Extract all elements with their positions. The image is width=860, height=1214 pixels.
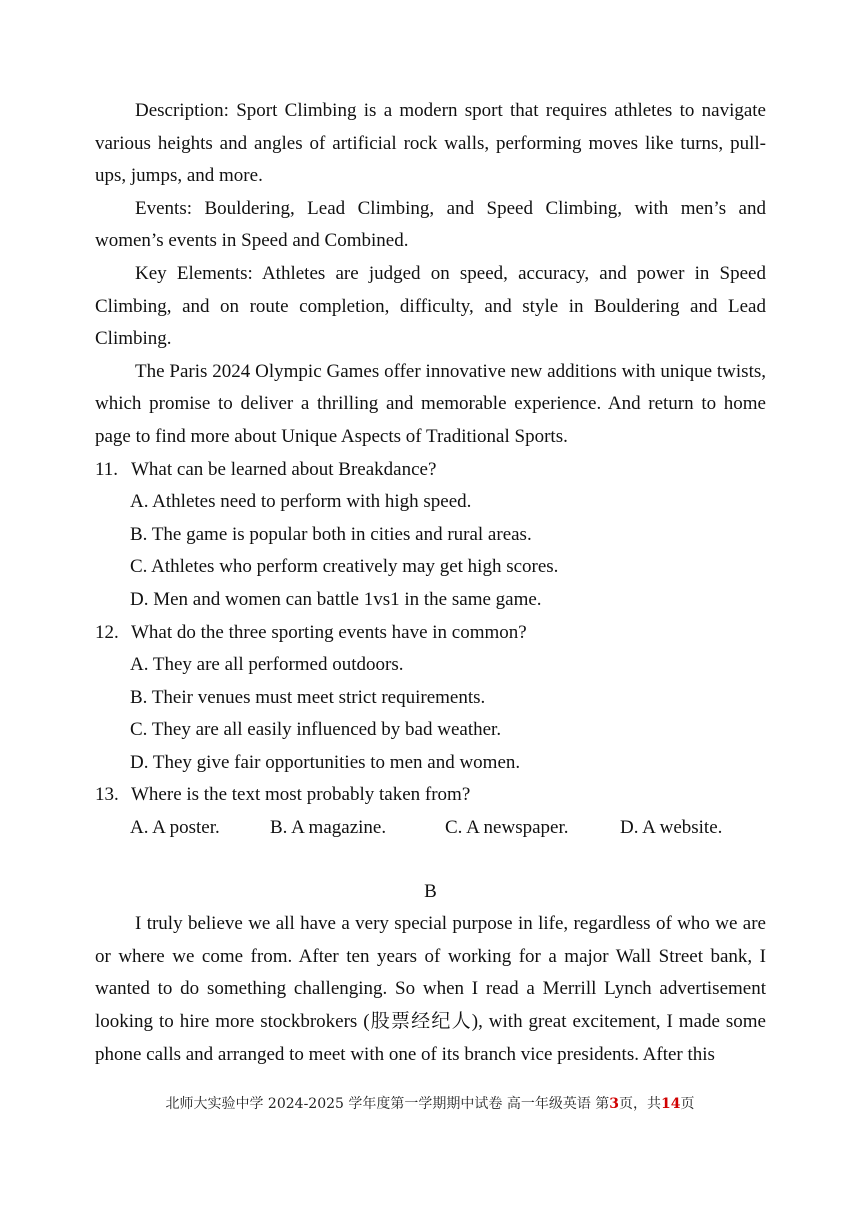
option-d: D. Men and women can battle 1vs1 in the same game.	[130, 588, 542, 610]
option-c: C. A newspaper.	[445, 817, 569, 839]
question-13	[95, 779, 766, 844]
option-b: B. The game is popular both in cities and rural areas.	[130, 523, 532, 545]
footer-page-suffix: 页	[680, 1096, 695, 1112]
footer-page-current: 3	[609, 1096, 620, 1112]
option-a: A. A poster.	[130, 817, 220, 839]
question-11	[95, 454, 766, 617]
options-row	[130, 812, 766, 845]
footer-page-mid: 页，共	[619, 1096, 662, 1112]
section-heading: B	[424, 880, 437, 902]
passage-key-elements: Key Elements: Athletes are judged on speed, accuracy, and power in Speed Climbing, and on route completion, difficulty, and style in Bouldering and Lead Climbing.	[95, 262, 766, 350]
passage-events: Events: Bouldering, Lead Climbing, and Speed Climbing, with men’s and women’s events in Speed and Combined.	[95, 197, 766, 252]
option-a: A. Athletes need to perform with high speed.	[130, 491, 472, 513]
option-d: D. A website.	[620, 817, 723, 839]
question-12	[95, 617, 766, 780]
passage-closing: The Paris 2024 Olympic Games offer innovative new additions with unique twists, which promise to deliver a thrilling and memorable experience. And return to home page to find more about Unique Aspects of Traditional Sports.	[95, 360, 766, 447]
question-number: 12.	[95, 621, 119, 643]
footer-page-total: 14	[661, 1096, 681, 1112]
passage-description: Description: Sport Climbing is a modern sport that requires athletes to navigate various heights and angles of artificial rock walls, performing moves like turns, pull-ups, jumps, and more.	[95, 100, 766, 187]
option-d: D. They give fair opportunities to men and women.	[130, 751, 521, 773]
question-stem: What do the three sporting events have in common?	[131, 621, 527, 643]
footer-page-prefix: 第	[595, 1096, 610, 1112]
option-a: A. They are all performed outdoors.	[130, 654, 404, 676]
question-stem: What can be learned about Breakdance?	[131, 458, 437, 480]
question-number: 11.	[95, 458, 119, 480]
footer-exam-title: 北师大实验中学 2024-2025 学年度第一学期期中试卷 高一年级英语	[165, 1096, 596, 1112]
option-b: B. A magazine.	[270, 817, 387, 839]
section-b-paragraph: I truly believe we all have a very special purpose in life, regardless of who we are or where we come from. After ten years of working for a major Wall Street bank, I wanted to do something challenging. So when I read a Merrill Lynch advertisement looking to hire more stockbrokers (股票经纪人), with great excitement, I made some phone calls and arranged to meet with one of its branch vice presidents. After this	[95, 913, 766, 1065]
question-stem: Where is the text most probably taken from?	[131, 784, 471, 806]
option-c: C. Athletes who perform creatively may get high scores.	[130, 556, 559, 578]
page-footer	[0, 1093, 860, 1113]
document-page	[95, 95, 766, 1071]
question-number: 13.	[95, 784, 119, 806]
option-c: C. They are all easily influenced by bad weather.	[130, 719, 502, 741]
option-b: B. Their venues must meet strict requirements.	[130, 686, 486, 708]
